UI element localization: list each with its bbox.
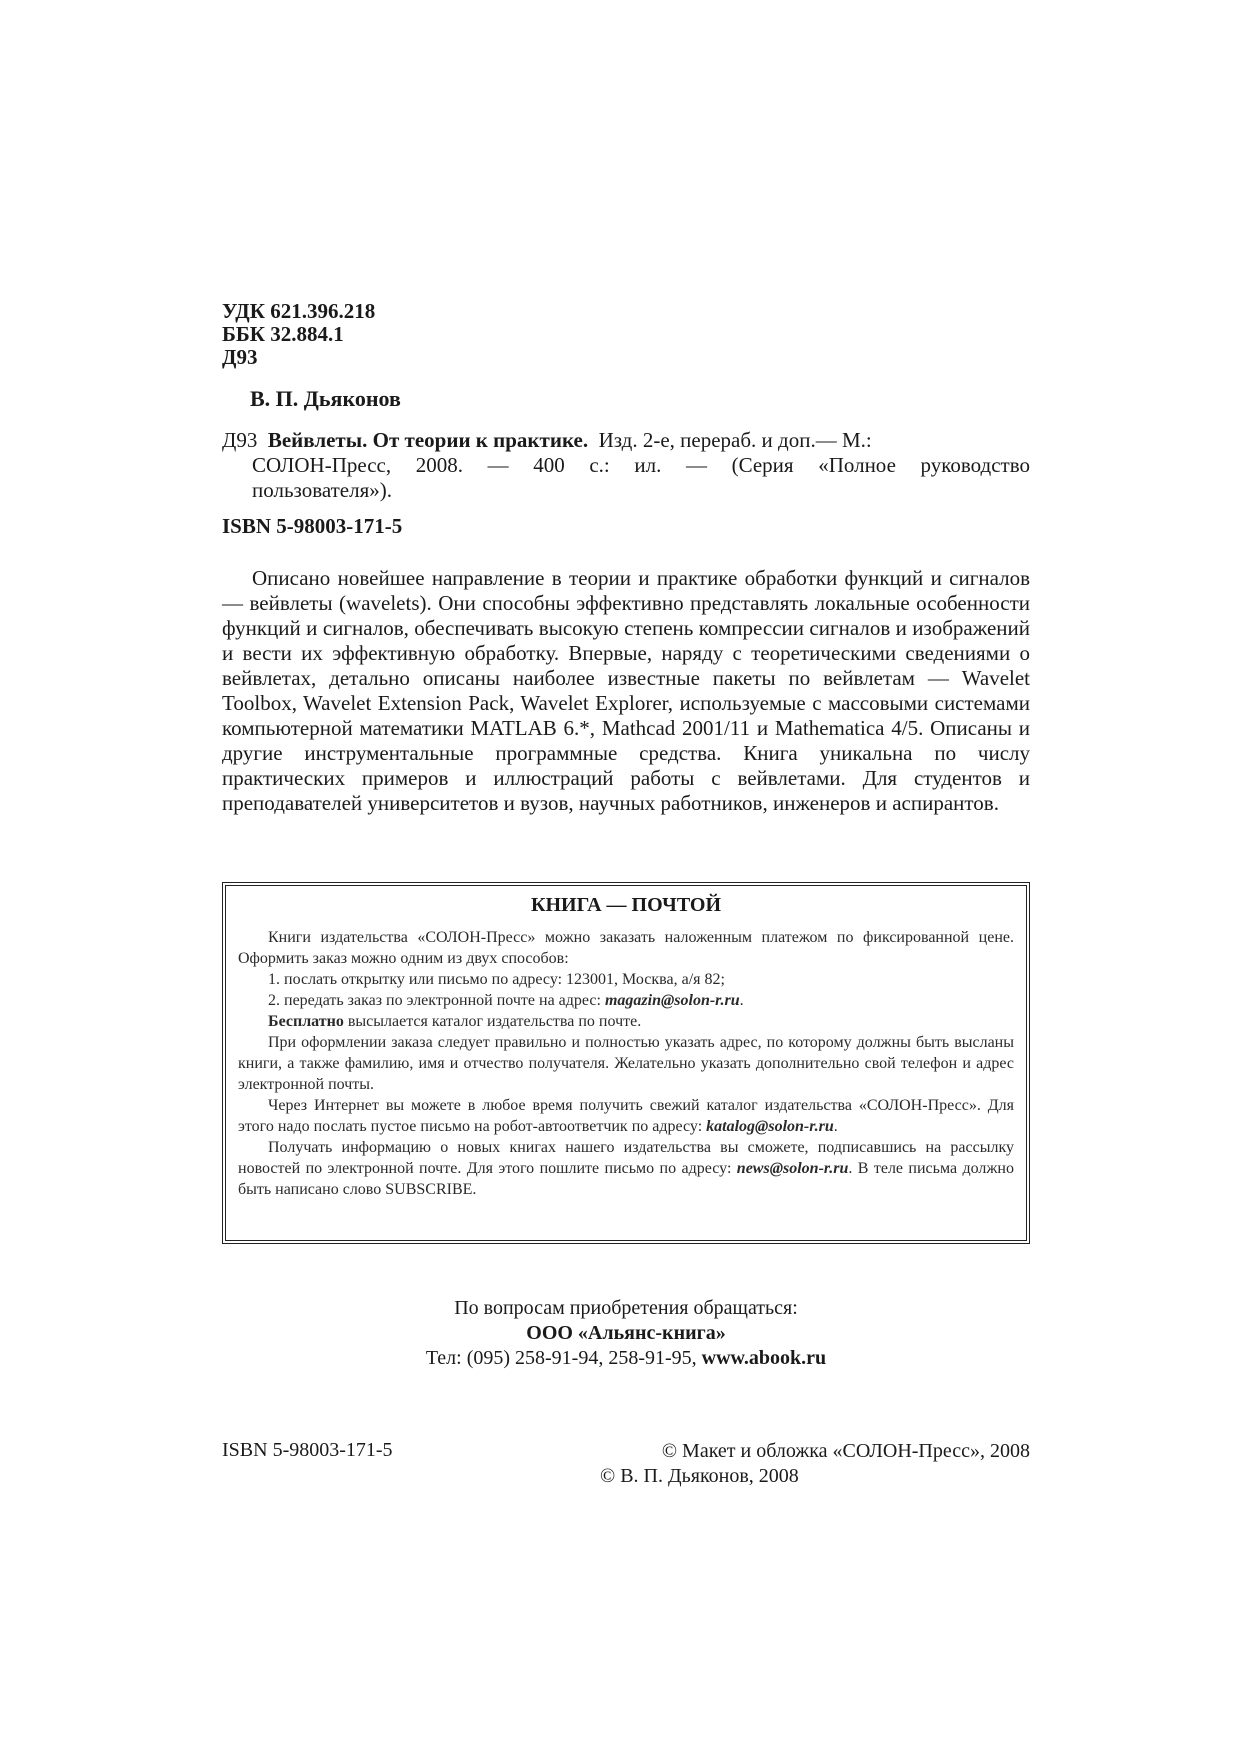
free-catalog-note: Бесплатно высылается каталог издательства по почте. (268, 1013, 642, 1030)
purchase-line: По вопросам приобретения обращаться: (454, 1297, 798, 1319)
purchase-info (222, 1296, 1030, 1371)
isbn-main: ISBN 5-98003-171-5 (222, 514, 403, 538)
news-email-link[interactable]: news@solon-r.ru (736, 1160, 849, 1177)
abstract: Описано новейшее направление в теории и практике обработки функций и сигналов — вейвлеты (wavelets). Они способны эффективно представлять локальные особенности функций и сигналов, обеспечивать высокую степень компрессии сигналов и изображений и вести их эффективную обработку. Впервые, наряду с теоретическими сведениями о вейвлетах, детально описаны наиболее известные пакеты по вейвлетам — Wavelet Toolbox, Wavelet Extension Pack, Wavelet Explorer, используемые с массовыми системами компьютерной математики MATLAB 6.*, Mathcad 2001/11 и Mathematica 4/5. Описаны и другие инструментальные программные средства. Книга уникальна по числу практических примеров и иллюстраций работы с вейвлетами. Для студентов и преподавателей университетов и вузов, научных работников, инженеров и аспирантов. (222, 566, 1030, 815)
author-mark: Д93 (222, 345, 258, 369)
copyright-layout: © Макет и обложка «СОЛОН-Пресс», 2008 (661, 1440, 1030, 1462)
series-end: пользователя»). (252, 478, 392, 502)
mail-order-inner (225, 885, 1027, 1241)
udk-code: УДК 621.396.218 (222, 299, 376, 323)
book-edition: Изд. 2-е, перераб. и доп.— М.: (598, 428, 872, 452)
bbk-code: ББК 32.884.1 (222, 322, 344, 346)
phone-numbers: Тел: (095) 258-91-94, 258-91-95, (425, 1347, 702, 1369)
website-link[interactable]: www.abook.ru (701, 1347, 827, 1369)
biblio-mark: Д93 (222, 428, 258, 452)
author-name: В. П. Дьяконов (250, 386, 401, 411)
mail-order-intro: Книги издательства «СОЛОН-Пресс» можно заказать наложенным платежом по фиксированной цене. Оформить заказ можно одним из двух способов: (238, 929, 1014, 967)
order-instructions: При оформлении заказа следует правильно и полностью указать адрес, по которому должны быть высланы книги, а также фамилию, имя и отчество получателя. Желательно указать дополнительно свой телефон и адрес электронной почты. (238, 1034, 1014, 1093)
mail-order-box (222, 882, 1030, 1244)
order-email-link[interactable]: magazin@solon-r.ru (604, 992, 740, 1009)
classification-codes (222, 300, 1030, 369)
footer-isbn: ISBN 5-98003-171-5 (222, 1439, 393, 1461)
mail-order-title: КНИГА — ПОЧТОЙ (530, 894, 722, 916)
order-option-2: 2. передать заказ по электронной почте на адрес: magazin@solon-r.ru. (268, 992, 744, 1009)
copyright-author: © В. П. Дьяконов, 2008 (600, 1465, 799, 1487)
news-info: Получать информацию о новых книгах нашего издательства вы сможете, подписавшись на рассылку новостей по электронной почте. Для этого пошлите письмо по адресу: news@solon-r.ru. В теле письма должно быть написано слово SUBSCRIBE. (238, 1139, 1014, 1198)
biblio-first-line (222, 428, 1030, 453)
bibliographic-record (222, 428, 1030, 503)
order-option-1: 1. послать открытку или письмо по адресу: 123001, Москва, а/я 82; (268, 971, 725, 988)
mail-order-text (238, 927, 1014, 1200)
catalog-email-link[interactable]: katalog@solon-r.ru (706, 1118, 834, 1135)
publisher-line: СОЛОН-Пресс, 2008. — 400 с.: ил. — (Серия «Полное руководство (252, 453, 1030, 477)
book-title: Вейвлеты. От теории к практике. (267, 428, 589, 452)
contact-line (222, 1346, 1030, 1371)
copyright-block (600, 1439, 1030, 1489)
catalog-info: Через Интернет вы можете в любое время получить свежий каталог издательства «СОЛОН-Пресс». Для этого надо послать пустое письмо на робот-автоответчик по адресу: katalog@solon-r.ru. (238, 1097, 1014, 1135)
distributor-name: ООО «Альянс-книга» (526, 1322, 726, 1344)
